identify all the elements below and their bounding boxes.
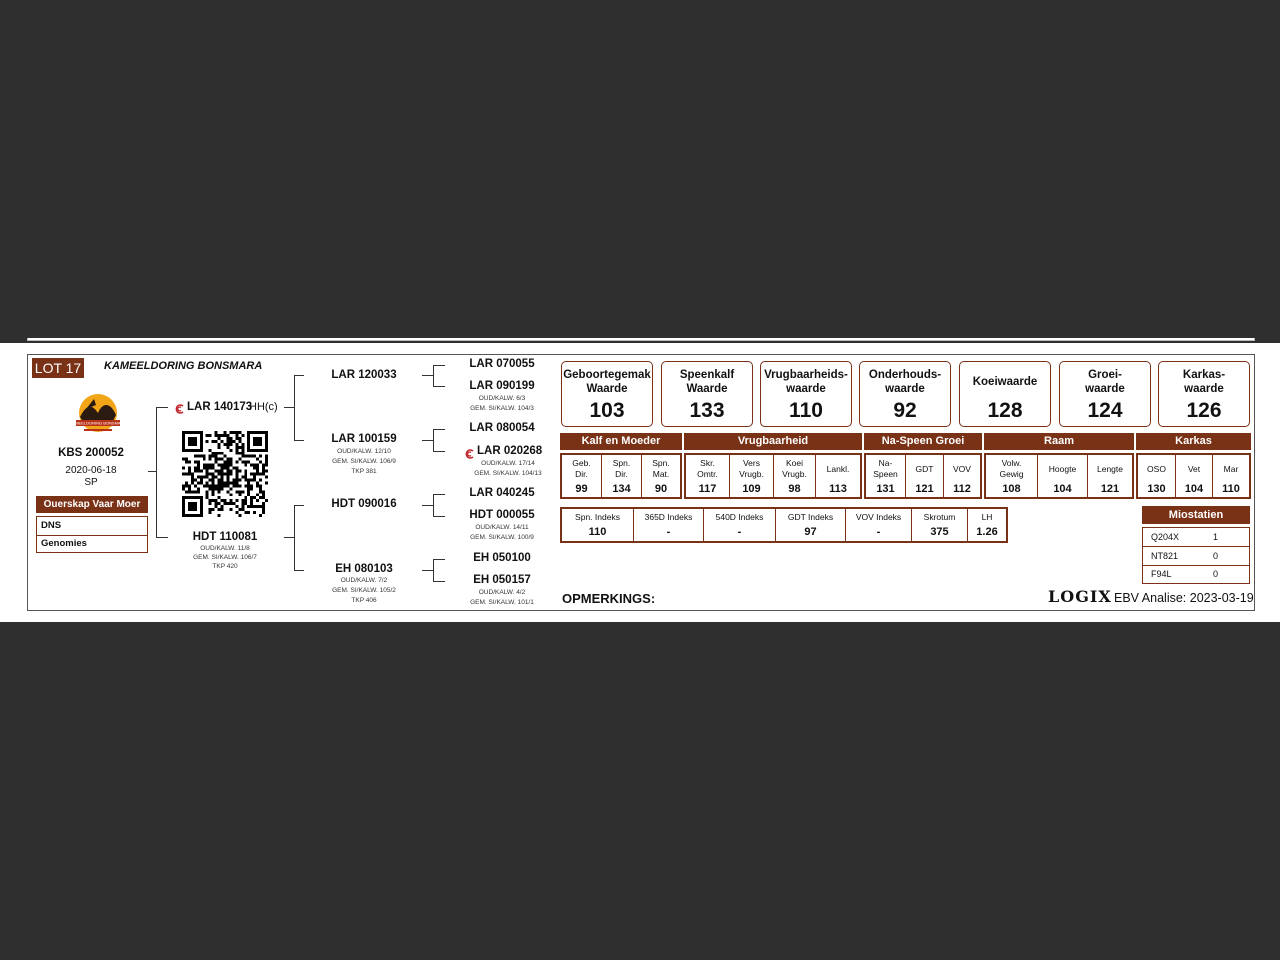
table-cell: OSO 130	[1138, 455, 1176, 497]
dam-line-3: TKP 420	[212, 563, 238, 570]
group-header-na-speen-groei: Na-Speen Groei	[864, 433, 982, 450]
table-cell: Lankl. 113	[826, 463, 850, 495]
index-cell: VOV Indeks -	[846, 509, 912, 541]
breeder-logo	[69, 393, 127, 439]
g3-6-id: HDT 000055	[469, 509, 535, 521]
ebv-title: Karkas-	[1182, 369, 1226, 381]
logix-logo: LOGIX	[1048, 587, 1112, 606]
table-raam	[984, 453, 1134, 499]
ebv-subtitle: waarde	[885, 383, 925, 395]
index-cell: Spn. Indeks 110	[562, 509, 634, 541]
table-cell: VOV 112	[953, 463, 971, 495]
ebv-subtitle: Waarde	[586, 383, 628, 395]
ownership-header: Ouerskap Vaar Moer	[36, 496, 148, 513]
table-cell: Spn. Mat. 90	[652, 458, 670, 495]
g3-3-id: LAR 080054	[469, 422, 535, 434]
dam-sire-id: HDT 090016	[331, 498, 397, 510]
lot-card	[27, 354, 1255, 611]
group-header-karkas: Karkas	[1136, 433, 1251, 450]
dam-line-1: OUD/KALW. 11/8	[200, 545, 250, 552]
ebv-value: 103	[589, 399, 625, 422]
g3-5-id: LAR 040245	[469, 487, 535, 499]
g3-2-line-2: GEM. SI/KALW. 104/3	[470, 405, 534, 412]
index-cell: GDT Indeks 97	[776, 509, 846, 541]
ownership-row-dns: DNS	[41, 520, 62, 531]
miostatien-header: Miostatien	[1142, 506, 1250, 524]
index-cell: LH 1.26	[976, 512, 998, 538]
ebv-box-groei	[1059, 361, 1151, 427]
group-header-kalf-en-moeder: Kalf en Moeder	[560, 433, 682, 450]
g3-4-id: LAR 020268	[477, 445, 543, 457]
qr-code[interactable]	[182, 431, 268, 517]
animal-id: KBS 200052	[58, 447, 124, 459]
animal-grade: SP	[84, 477, 98, 488]
opmerkings-label: OPMERKINGS:	[562, 591, 656, 606]
table-cell: Na- Speen 131	[866, 455, 906, 497]
g3-6-line-1: OUD/KALW. 14/11	[475, 524, 529, 531]
dam-dam-line-3: TKP 406	[351, 597, 377, 604]
index-cell: 365D Indeks -	[634, 509, 704, 541]
table-karkas	[1136, 453, 1251, 499]
ebv-box-vrugbaarheid	[760, 361, 852, 427]
sire-sire-id: LAR 120033	[331, 369, 397, 381]
ebv-value: 128	[987, 399, 1023, 422]
ebv-box-karkas	[1158, 361, 1250, 427]
table-cell: Hoogte 104	[1038, 455, 1088, 497]
ebv-box-koeiwaarde	[959, 361, 1051, 427]
g3-1-id: LAR 070055	[469, 358, 535, 370]
dam-dam-line-2: GEM. SI/KALW. 105/2	[332, 587, 396, 594]
table-cell: Volw. Gewig 108	[986, 455, 1038, 497]
g3-8-line-2: GEM. SI/KALW. 101/1	[470, 599, 534, 606]
table-cell: Skr. Omtr. 117	[686, 455, 730, 497]
sire-dam-line-3: TKP 381	[351, 468, 377, 475]
ebv-subtitle: waarde	[1184, 383, 1224, 395]
g3-8-line-1: OUD/KALW. 4/2	[478, 589, 526, 596]
index-cell: 540D Indeks -	[704, 509, 776, 541]
g3-2-id: LAR 090199	[469, 380, 535, 392]
table-na-speen-groei	[864, 453, 982, 499]
g3-4-line-1: OUD/KALW. 17/14	[481, 460, 535, 467]
table-row: Q204X 1	[1143, 528, 1249, 547]
logo-text: KAMEELDORING BONSMARA	[69, 420, 127, 426]
table-cell: Vet 104	[1176, 455, 1213, 497]
ebv-subtitle: waarde	[786, 383, 826, 395]
dam-dam-line-1: OUD/KALW. 7/2	[340, 577, 388, 584]
ebv-box-speenkalf	[661, 361, 753, 427]
dam-line-2: GEM. SI/KALW. 106/7	[193, 554, 257, 561]
previous-card-edge	[27, 338, 1255, 341]
ebv-value: 126	[1186, 399, 1222, 422]
table-cell: Mar 110	[1222, 463, 1240, 495]
table-vrugbaarheid	[684, 453, 862, 499]
sire-suffix: HH(c)	[249, 401, 278, 413]
ebv-value: 133	[689, 399, 725, 422]
table-cell: Geb. Dir. 99	[562, 455, 602, 497]
dam-dam-id: EH 080103	[335, 563, 393, 575]
index-cell: Skrotum 375	[912, 509, 968, 541]
breeder-name: KAMEELDORING BONSMARA	[104, 360, 263, 372]
table-row: F94L 0	[1151, 569, 1219, 579]
g3-2-line-1: OUD/KALW. 6/3	[478, 395, 526, 402]
sire-dam-line-2: GEM. SI/KALW. 106/9	[332, 458, 396, 465]
ebv-value: 110	[789, 399, 823, 422]
ebv-title: Geboortegemak	[563, 369, 651, 381]
index-table	[560, 507, 1008, 543]
sire-id: LAR 140173	[187, 401, 253, 413]
g3-4-line-2: GEM. SI/KALW. 104/13	[474, 470, 542, 477]
table-cell: Vers Vrugb. 109	[730, 455, 774, 497]
table-row: NT821 0	[1143, 547, 1249, 566]
animal-dob: 2020-06-18	[65, 465, 117, 476]
table-cell: Koei Vrugb. 98	[774, 455, 816, 497]
table-cell: Spn. Dir. 134	[602, 455, 642, 497]
ebv-title: Groei-	[1088, 369, 1122, 381]
group-header-vrugbaarheid: Vrugbaarheid	[684, 433, 862, 450]
ebv-analysis-date: EBV Analise: 2023-03-19	[1114, 591, 1254, 605]
ebv-box-geboortegemak	[561, 361, 653, 427]
ebv-title: Koeiwaarde	[972, 376, 1038, 388]
ownership-box	[36, 516, 148, 553]
g3-8-id: EH 050157	[473, 574, 531, 586]
ebv-box-onderhouds	[859, 361, 951, 427]
table-kalf-en-moeder	[560, 453, 682, 499]
sire-dam-line-1: OUD/KALW. 12/10	[337, 448, 391, 455]
ebv-subtitle: Waarde	[686, 383, 728, 395]
ownership-row-genomies: Genomies	[41, 538, 87, 549]
table-cell: Lengte 121	[1097, 463, 1123, 495]
inbreeding-marker-icon	[174, 401, 184, 419]
group-header-raam: Raam	[984, 433, 1134, 450]
ebv-value: 92	[893, 399, 917, 422]
ebv-title: Vrugbaarheids-	[764, 369, 848, 381]
ebv-title: Onderhouds-	[868, 369, 942, 381]
sire-dam-id: LAR 100159	[331, 433, 397, 445]
g3-6-line-2: GEM. SI/KALW. 100/9	[470, 534, 534, 541]
ebv-subtitle: waarde	[1085, 383, 1125, 395]
ebv-value: 124	[1087, 399, 1123, 422]
miostatien-table	[1142, 527, 1250, 584]
lot-badge: LOT 17	[32, 358, 84, 378]
table-cell: GDT 121	[906, 455, 944, 497]
g3-7-id: EH 050100	[473, 552, 531, 564]
ebv-title: Speenkalf	[679, 369, 735, 381]
dam-id: HDT 110081	[192, 531, 258, 543]
